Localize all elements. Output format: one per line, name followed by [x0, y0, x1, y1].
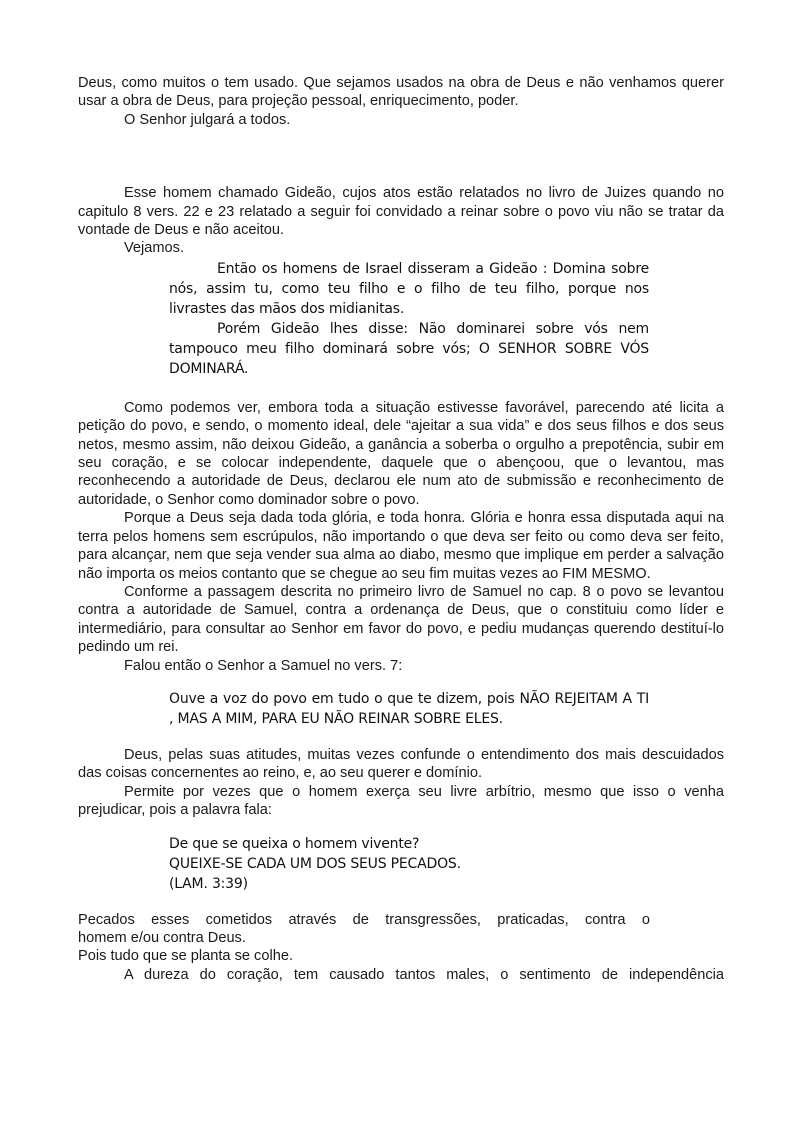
spacer [78, 820, 724, 834]
paragraph: Esse homem chamado Gideão, cujos atos estão relatados no livro de Juizes quando no capitulo 8 vers. 22 e 23 relatado a seguir foi convidado a reinar sobre o povo viu não se tratar da vontade de Deus e não aceitou. [78, 185, 724, 239]
paragraph: Vejamos. [124, 240, 185, 257]
scripture-quote-samuel [169, 689, 649, 729]
document-page [78, 74, 724, 984]
paragraph: Permite por vezes que o homem exerça seu livre arbítrio, mesmo que isso o venha prejudicar, pois a palavra fala: [78, 783, 724, 819]
paragraph: Pecados esses cometidos através de transgressões, praticadas, contra o [78, 911, 650, 928]
paragraph: O Senhor julgará a todos. [124, 111, 291, 128]
spacer [78, 729, 724, 746]
paragraph: Pois tudo que se planta se colhe. [78, 948, 294, 965]
paragraph: Porque a Deus seja dada toda glória, e toda honra. Glória e honra essa disputada aqui na terra pelos homens sem escrúpulos, não importando o que deva ser feito ou como deva ser feito, para alcançar, nem que seja vender sua alma ao diabo, mesmo que implique em perder a salvação não importa os meios contanto que se chegue ao seu fim muitas vezes ao FIM MESMO. [78, 510, 724, 582]
quote-reference: (LAM. 3:39) [169, 875, 248, 892]
spacer [78, 379, 724, 399]
quote-line: De que se queixa o homem vivente? [169, 835, 420, 852]
quote-line: Então os homens de Israel disseram a Gideão : Domina sobre nós, assim tu, como teu filho e o filho de teu filho, porque nos livrastes das mãos dos midianitas. [169, 260, 649, 317]
scripture-quote-gideon [169, 259, 649, 379]
paragraph: Falou então o Senhor a Samuel no vers. 7: [124, 657, 403, 674]
scripture-quote-lamentations [169, 834, 649, 894]
quote-line: Porém Gideão lhes disse: Não dominarei sobre vós nem tampouco meu filho dominará sobre vós; O SENHOR SOBRE VÓS DOMINARÁ. [169, 320, 649, 377]
quote-line: Ouve a voz do povo em tudo o que te dizem, pois NÃO REJEITAM A TI , MAS A MIM, PARA EU NÃO REINAR SOBRE ELES. [169, 690, 649, 727]
spacer [78, 675, 724, 689]
spacer [78, 894, 724, 911]
paragraph: Deus, como muitos o tem usado. Que sejamos usados na obra de Deus e não venhamos querer usar a obra de Deus, para projeção pessoal, enriquecimento, poder. [78, 75, 724, 110]
spacer [78, 129, 724, 184]
paragraph: A dureza do coração, tem causado tantos males, o sentimento de independência [124, 966, 724, 983]
paragraph: homem e/ou contra Deus. [78, 929, 246, 946]
paragraph: Conforme a passagem descrita no primeiro livro de Samuel no cap. 8 o povo se levantou contra a autoridade de Samuel, contra a ordenança de Deus, que o constituiu como líder e intermediário, para consultar ao Senhor em favor do povo, e pediu mudanças querendo destituí-lo pedindo um rei. [78, 583, 724, 656]
quote-line: QUEIXE-SE CADA UM DOS SEUS PECADOS. [169, 855, 461, 872]
paragraph: Deus, pelas suas atitudes, muitas vezes confunde o entendimento dos mais descuidados das coisas concernentes ao reino, e, ao seu querer e domínio. [78, 746, 724, 782]
paragraph: Como podemos ver, embora toda a situação estivesse favorável, parecendo até licita a petição do povo, e sendo, o momento ideal, dele “ajeitar a sua vida” e dos seus filhos e dos seus netos, mesmo assim, não deixou Gideão, a ganância a soberba o orgulho a prepotência, subir em seu coração, e se colocar independente, daquele que o abençoou, que o levantou, mas reconhecendo a autoridade de Deus, declarou ele num ato de submissão e reconhecimento de autoridade, o Senhor como dominador sobre o povo. [78, 399, 724, 508]
